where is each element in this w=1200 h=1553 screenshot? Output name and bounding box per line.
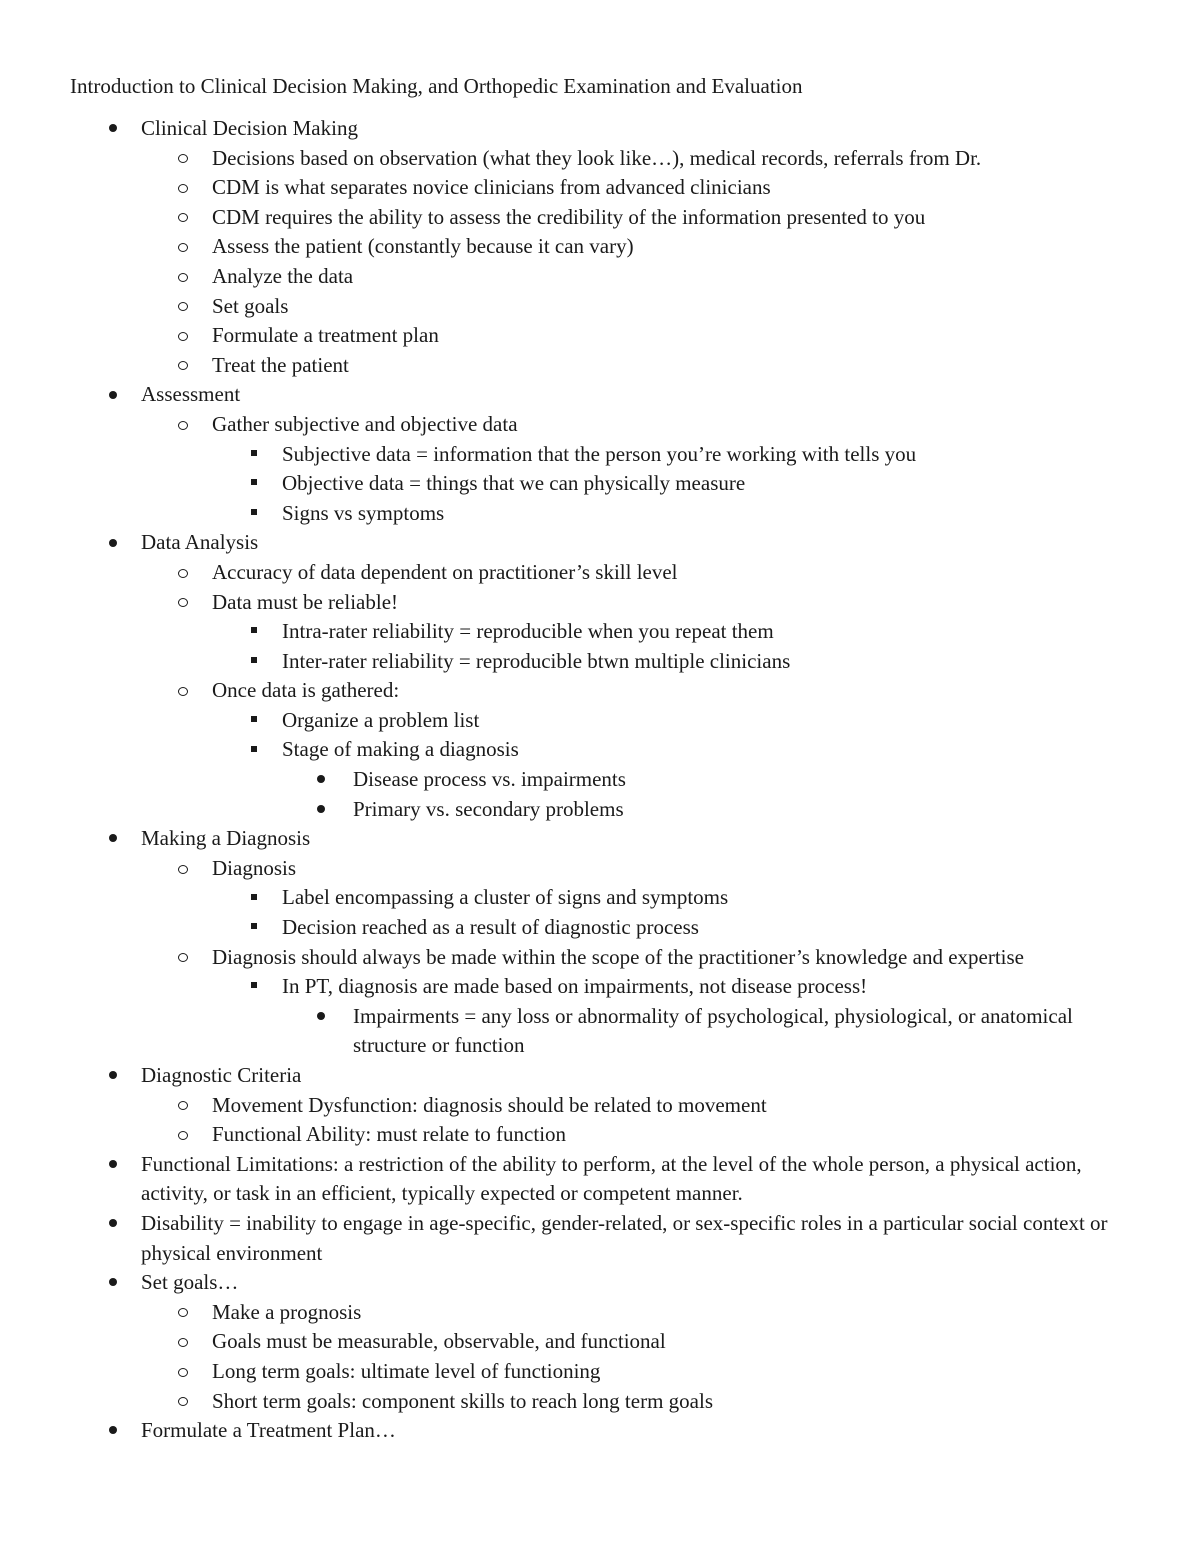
bullet-dot-icon — [317, 805, 325, 813]
bullet-marker — [173, 410, 193, 440]
bullet-marker — [173, 1120, 193, 1150]
outline-item-text: Once data is gathered: — [212, 678, 400, 703]
bullet-circle-icon — [178, 953, 188, 962]
bullet-square-icon — [251, 982, 257, 988]
bullet-square-icon — [251, 479, 257, 485]
outline-item-level-2 — [0, 558, 1200, 588]
outline-item-text: Disability = inability to engage in age-specific, gender-related, or sex-specific roles in a particular social context or physical environment — [141, 1210, 1108, 1265]
bullet-marker — [244, 647, 264, 677]
bullet-marker — [173, 588, 193, 618]
bullet-circle-icon — [178, 1368, 188, 1377]
outline-item-level-3 — [0, 883, 1200, 913]
outline-item-level-3 — [0, 735, 1200, 765]
outline-item-text: Treat the patient — [212, 352, 349, 377]
outline-item-text: Set goals — [212, 293, 289, 318]
outline-item-level-1 — [0, 824, 1200, 854]
bullet-marker — [173, 232, 193, 262]
bullet-dot-icon — [109, 1426, 117, 1434]
bullet-dot-icon — [109, 124, 117, 132]
outline-item-level-1 — [0, 114, 1200, 144]
bullet-marker — [103, 1416, 123, 1446]
bullet-marker — [173, 1327, 193, 1357]
outline-item-level-1 — [0, 1416, 1200, 1446]
bullet-marker — [173, 262, 193, 292]
bullet-circle-icon — [178, 361, 188, 370]
bullet-square-icon — [251, 657, 257, 663]
outline-item-level-3 — [0, 972, 1200, 1002]
outline-item-text: Set goals… — [141, 1270, 239, 1295]
notes-outline — [0, 114, 1200, 1446]
bullet-circle-icon — [178, 1101, 188, 1110]
outline-item-level-2 — [0, 144, 1200, 174]
bullet-marker — [103, 114, 123, 144]
outline-item-text: Movement Dysfunction: diagnosis should be related to movement — [212, 1092, 767, 1117]
bullet-dot-icon — [317, 1012, 325, 1020]
bullet-marker — [173, 351, 193, 381]
outline-item-text: Decision reached as a result of diagnostic process — [282, 915, 699, 940]
bullet-marker — [173, 292, 193, 322]
outline-item-text: Assessment — [141, 382, 241, 407]
outline-item-level-2 — [0, 1298, 1200, 1328]
bullet-dot-icon — [109, 391, 117, 399]
outline-item-text: Analyze the data — [212, 263, 354, 288]
bullet-marker — [173, 1387, 193, 1417]
bullet-marker — [311, 795, 331, 825]
bullet-square-icon — [251, 746, 257, 752]
outline-item-level-1 — [0, 380, 1200, 410]
bullet-circle-icon — [178, 1338, 188, 1347]
outline-item-text: Disease process vs. impairments — [353, 767, 626, 792]
bullet-marker — [173, 144, 193, 174]
document-title: Introduction to Clinical Decision Making, and Orthopedic Examination and Evaluation — [70, 74, 803, 98]
outline-item-level-2 — [0, 410, 1200, 440]
outline-item-level-2 — [0, 588, 1200, 618]
bullet-circle-icon — [178, 243, 188, 252]
outline-item-level-1 — [0, 1268, 1200, 1298]
bullet-circle-icon — [178, 332, 188, 341]
outline-item-text: Clinical Decision Making — [141, 116, 358, 140]
outline-item-text: Make a prognosis — [212, 1299, 362, 1324]
outline-item-level-2 — [0, 351, 1200, 381]
bullet-circle-icon — [178, 273, 188, 282]
bullet-marker — [244, 440, 264, 470]
bullet-square-icon — [251, 450, 257, 456]
bullet-circle-icon — [178, 1308, 188, 1317]
outline-item-level-2 — [0, 1387, 1200, 1417]
bullet-dot-icon — [109, 1160, 117, 1168]
bullet-circle-icon — [178, 302, 188, 311]
bullet-square-icon — [251, 923, 257, 929]
bullet-circle-icon — [178, 687, 188, 696]
bullet-marker — [311, 1002, 331, 1032]
bullet-dot-icon — [109, 1071, 117, 1079]
outline-item-text: Formulate a Treatment Plan… — [141, 1418, 396, 1443]
bullet-marker — [173, 1298, 193, 1328]
bullet-marker — [103, 1150, 123, 1180]
bullet-marker — [244, 706, 264, 736]
bullet-marker — [173, 321, 193, 351]
outline-item-text: Long term goals: ultimate level of functioning — [212, 1358, 601, 1383]
outline-item-level-3 — [0, 647, 1200, 677]
outline-item-text: Data must be reliable! — [212, 589, 399, 614]
outline-item-text: CDM is what separates novice clinicians from advanced clinicians — [212, 175, 771, 200]
bullet-marker — [173, 558, 193, 588]
outline-item-level-3 — [0, 469, 1200, 499]
bullet-square-icon — [251, 716, 257, 722]
bullet-marker — [173, 203, 193, 233]
outline-item-text: Intra-rater reliability = reproducible when you repeat them — [282, 619, 774, 644]
outline-item-text: Functional Limitations: a restriction of the ability to perform, at the level of the whole person, a physical action, activity, or task in an efficient, typically expected or competent manner. — [141, 1151, 1082, 1206]
bullet-dot-icon — [109, 834, 117, 842]
outline-item-text: Accuracy of data dependent on practitioner’s skill level — [212, 559, 678, 584]
outline-item-level-1 — [0, 1150, 1200, 1209]
bullet-dot-icon — [109, 1278, 117, 1286]
outline-item-text: Stage of making a diagnosis — [282, 737, 519, 762]
bullet-marker — [173, 1091, 193, 1121]
outline-item-level-4 — [0, 1002, 1200, 1061]
outline-item-text: Diagnostic Criteria — [141, 1063, 302, 1087]
bullet-marker — [173, 943, 193, 973]
outline-item-level-2 — [0, 232, 1200, 262]
bullet-square-icon — [251, 894, 257, 900]
outline-item-level-1 — [0, 528, 1200, 558]
bullet-circle-icon — [178, 865, 188, 874]
bullet-marker — [244, 735, 264, 765]
outline-item-level-2 — [0, 1120, 1200, 1150]
outline-item-text: Subjective data = information that the person you’re working with tells you — [282, 441, 917, 466]
outline-item-level-2 — [0, 262, 1200, 292]
outline-item-level-1 — [0, 1061, 1200, 1091]
outline-item-level-2 — [0, 943, 1200, 973]
outline-item-level-2 — [0, 1327, 1200, 1357]
outline-item-level-3 — [0, 617, 1200, 647]
outline-item-text: Diagnosis — [212, 855, 296, 880]
bullet-marker — [311, 765, 331, 795]
outline-item-text: In PT, diagnosis are made based on impairments, not disease process! — [282, 974, 868, 999]
outline-item-text: Formulate a treatment plan — [212, 323, 439, 348]
bullet-marker — [173, 854, 193, 884]
bullet-circle-icon — [178, 421, 188, 430]
outline-item-text: Label encompassing a cluster of signs and symptoms — [282, 885, 729, 910]
bullet-marker — [244, 913, 264, 943]
outline-item-text: Goals must be measurable, observable, and functional — [212, 1329, 666, 1354]
bullet-marker — [103, 528, 123, 558]
outline-item-text: Assess the patient (constantly because it can vary) — [212, 234, 634, 259]
outline-item-text: Objective data = things that we can physically measure — [282, 471, 746, 496]
bullet-dot-icon — [109, 539, 117, 547]
outline-item-level-1 — [0, 1209, 1200, 1268]
bullet-marker — [244, 469, 264, 499]
outline-item-level-4 — [0, 765, 1200, 795]
outline-item-text: Functional Ability: must relate to function — [212, 1122, 567, 1147]
outline-item-text: Primary vs. secondary problems — [353, 796, 624, 821]
outline-item-level-2 — [0, 854, 1200, 884]
outline-item-level-2 — [0, 173, 1200, 203]
outline-item-level-2 — [0, 321, 1200, 351]
bullet-circle-icon — [178, 154, 188, 163]
outline-item-text: Data Analysis — [141, 530, 259, 555]
bullet-circle-icon — [178, 1131, 188, 1140]
bullet-marker — [103, 1061, 123, 1091]
outline-item-text: Impairments = any loss or abnormality of psychological, physiological, or anatomical structure or function — [353, 1003, 1073, 1058]
bullet-marker — [173, 1357, 193, 1387]
outline-item-level-3 — [0, 913, 1200, 943]
outline-item-level-4 — [0, 795, 1200, 825]
bullet-marker — [173, 676, 193, 706]
outline-item-text: Organize a problem list — [282, 707, 480, 732]
bullet-square-icon — [251, 509, 257, 515]
outline-item-text: Signs vs symptoms — [282, 500, 445, 525]
outline-item-level-3 — [0, 706, 1200, 736]
bullet-marker — [244, 499, 264, 529]
bullet-circle-icon — [178, 184, 188, 193]
outline-item-level-3 — [0, 499, 1200, 529]
bullet-circle-icon — [178, 598, 188, 607]
outline-item-text: Short term goals: component skills to reach long term goals — [212, 1388, 713, 1413]
bullet-marker — [103, 380, 123, 410]
bullet-dot-icon — [317, 775, 325, 783]
outline-item-level-2 — [0, 203, 1200, 233]
bullet-marker — [244, 972, 264, 1002]
bullet-marker — [244, 617, 264, 647]
outline-item-text: Making a Diagnosis — [141, 826, 311, 851]
outline-item-level-2 — [0, 676, 1200, 706]
bullet-circle-icon — [178, 213, 188, 222]
bullet-marker — [103, 1209, 123, 1239]
bullet-marker — [103, 1268, 123, 1298]
outline-item-level-2 — [0, 292, 1200, 322]
outline-item-level-3 — [0, 440, 1200, 470]
outline-item-text: Diagnosis should always be made within the scope of the practitioner’s knowledge and expertise — [212, 944, 1024, 969]
bullet-circle-icon — [178, 1397, 188, 1406]
outline-item-text: CDM requires the ability to assess the credibility of the information presented to you — [212, 204, 926, 229]
outline-item-text: Gather subjective and objective data — [212, 411, 518, 436]
outline-item-text: Inter-rater reliability = reproducible btwn multiple clinicians — [282, 648, 791, 673]
outline-item-level-2 — [0, 1091, 1200, 1121]
outline-item-text: Decisions based on observation (what they look like…), medical records, referrals from Dr. — [212, 145, 982, 170]
bullet-dot-icon — [109, 1219, 117, 1227]
bullet-marker — [103, 824, 123, 854]
bullet-circle-icon — [178, 569, 188, 578]
bullet-marker — [244, 883, 264, 913]
bullet-marker — [173, 173, 193, 203]
outline-item-level-2 — [0, 1357, 1200, 1387]
bullet-square-icon — [251, 627, 257, 633]
